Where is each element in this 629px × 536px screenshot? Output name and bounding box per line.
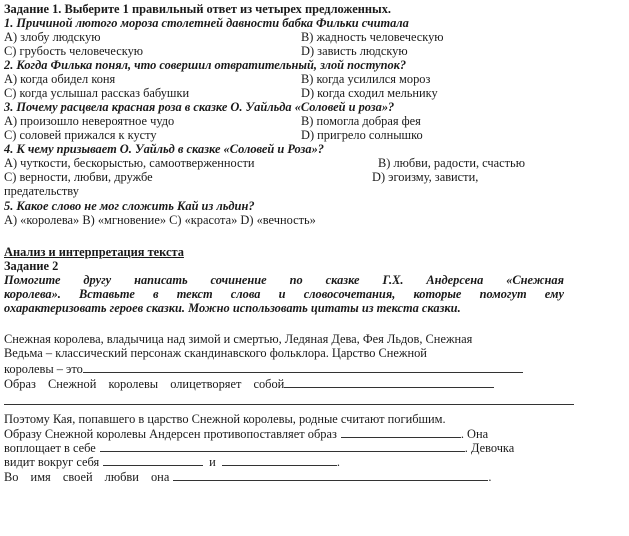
q1-option-d: D) зависть людскую (301, 44, 408, 58)
para1-line-3 (4, 361, 523, 376)
answer-blank-for-love[interactable] (173, 469, 488, 481)
q1-option-c: C) грубость человеческую (4, 44, 144, 58)
q2-option-b: B) когда усилился мороз (301, 72, 431, 86)
q2-option-a: A) когда обидел коня (4, 72, 116, 86)
answer-blank-embodies[interactable] (284, 376, 494, 388)
task2-title: Задание 2 (4, 259, 59, 273)
q4-option-c: C) верности, любви, дружбе (4, 170, 153, 184)
q3-option-a: A) произошло невероятное чудо (4, 114, 175, 128)
answer-blank-sees-2[interactable] (222, 454, 337, 466)
section-heading: Анализ и интерпретация текста (4, 245, 184, 259)
q4-option-d: D) эгоизму, зависти, (372, 170, 479, 184)
task1-title: Задание 1. Выберите 1 правильный ответ из четырех предложенных. (4, 2, 391, 16)
q4-option-c-continuation: предательству (4, 184, 79, 198)
para2-line-5 (4, 469, 491, 484)
q5-options: A) «королева» B) «мгновение» C) «красота» D) «вечность» (4, 213, 316, 227)
para2-line-2-end: . Она (460, 427, 489, 441)
q4-option-b: B) любви, радости, счастью (378, 156, 525, 170)
q3-option-b: B) помогла добрая фея (301, 114, 421, 128)
para2-line-3-end: . Девочка (464, 441, 515, 455)
para2-line-4 (4, 454, 340, 469)
question-1: 1. Причиной лютого мороза столетней давности бабка Фильки считала (4, 16, 409, 30)
q3-option-d: D) пригрело солнышко (301, 128, 423, 142)
question-5: 5. Какое слово не мог сложить Кай из льдин? (4, 199, 255, 213)
question-3: 3. Почему расцвела красная роза в сказке О. Уайльда «Соловей и роза»? (4, 100, 395, 114)
instruction-line-2: королева». Вставьте в текст слова и словосочетания, которые помогут ему (4, 287, 564, 301)
para1-line-2: Ведьма – классический персонаж скандинавского фольклора. Царство Снежной (4, 346, 427, 360)
para2-line-2 (4, 426, 488, 441)
para1-line-3-text: королевы – это (4, 362, 83, 376)
q4-option-a: A) чуткости, бескорыстью, самоотверженности (4, 156, 255, 170)
para2-line-5-end: . (488, 470, 492, 484)
para2-line-2-text: Образу Снежной королевы Андерсен противопоставляет образ (4, 427, 337, 441)
para2-line-4-and: и (209, 455, 216, 469)
answer-blank-sees-1[interactable] (103, 454, 203, 466)
para1-line-4-text: Образ Снежной королевы олицетворяет собой (4, 377, 285, 391)
answer-blank-opposing-image[interactable] (341, 426, 461, 438)
q2-option-d: D) когда сходил мельнику (301, 86, 438, 100)
answer-blank-full-line[interactable] (4, 404, 574, 405)
instruction-line-3: охарактеризовать героев сказки. Можно использовать цитаты из текста сказки. (4, 301, 461, 315)
para2-line-3 (4, 440, 514, 455)
question-2: 2. Когда Филька понял, что совершил отвратительный, злой поступок? (4, 58, 407, 72)
question-4: 4. К чему призывает О. Уайльд в сказке «Соловей и Роза»? (4, 142, 324, 156)
para2-line-4-end: . (336, 455, 340, 469)
q2-option-c: C) когда услышал рассказ бабушки (4, 86, 190, 100)
q3-option-c: C) соловей прижался к кусту (4, 128, 157, 142)
para2-line-3-text: воплощает в себе (4, 441, 96, 455)
para1-line-4 (4, 376, 494, 391)
instruction-line-1: Помогите другу написать сочинение по сказке Г.Х. Андерсена «Снежная (4, 273, 564, 287)
para2-line-1: Поэтому Кая, попавшего в царство Снежной королевы, родные считают погибшим. (4, 412, 446, 426)
para2-line-4-text: видит вокруг себя (4, 455, 100, 469)
answer-blank-embodies-girl[interactable] (100, 440, 465, 452)
q1-option-b: B) жадность человеческую (301, 30, 444, 44)
para2-line-5-text: Во имя своей любви она (4, 470, 170, 484)
answer-blank-realm[interactable] (83, 361, 523, 373)
para1-line-1: Снежная королева, владычица над зимой и смертью, Ледяная Дева, Фея Льдов, Снежная (4, 332, 473, 346)
q1-option-a: A) злобу людскую (4, 30, 101, 44)
